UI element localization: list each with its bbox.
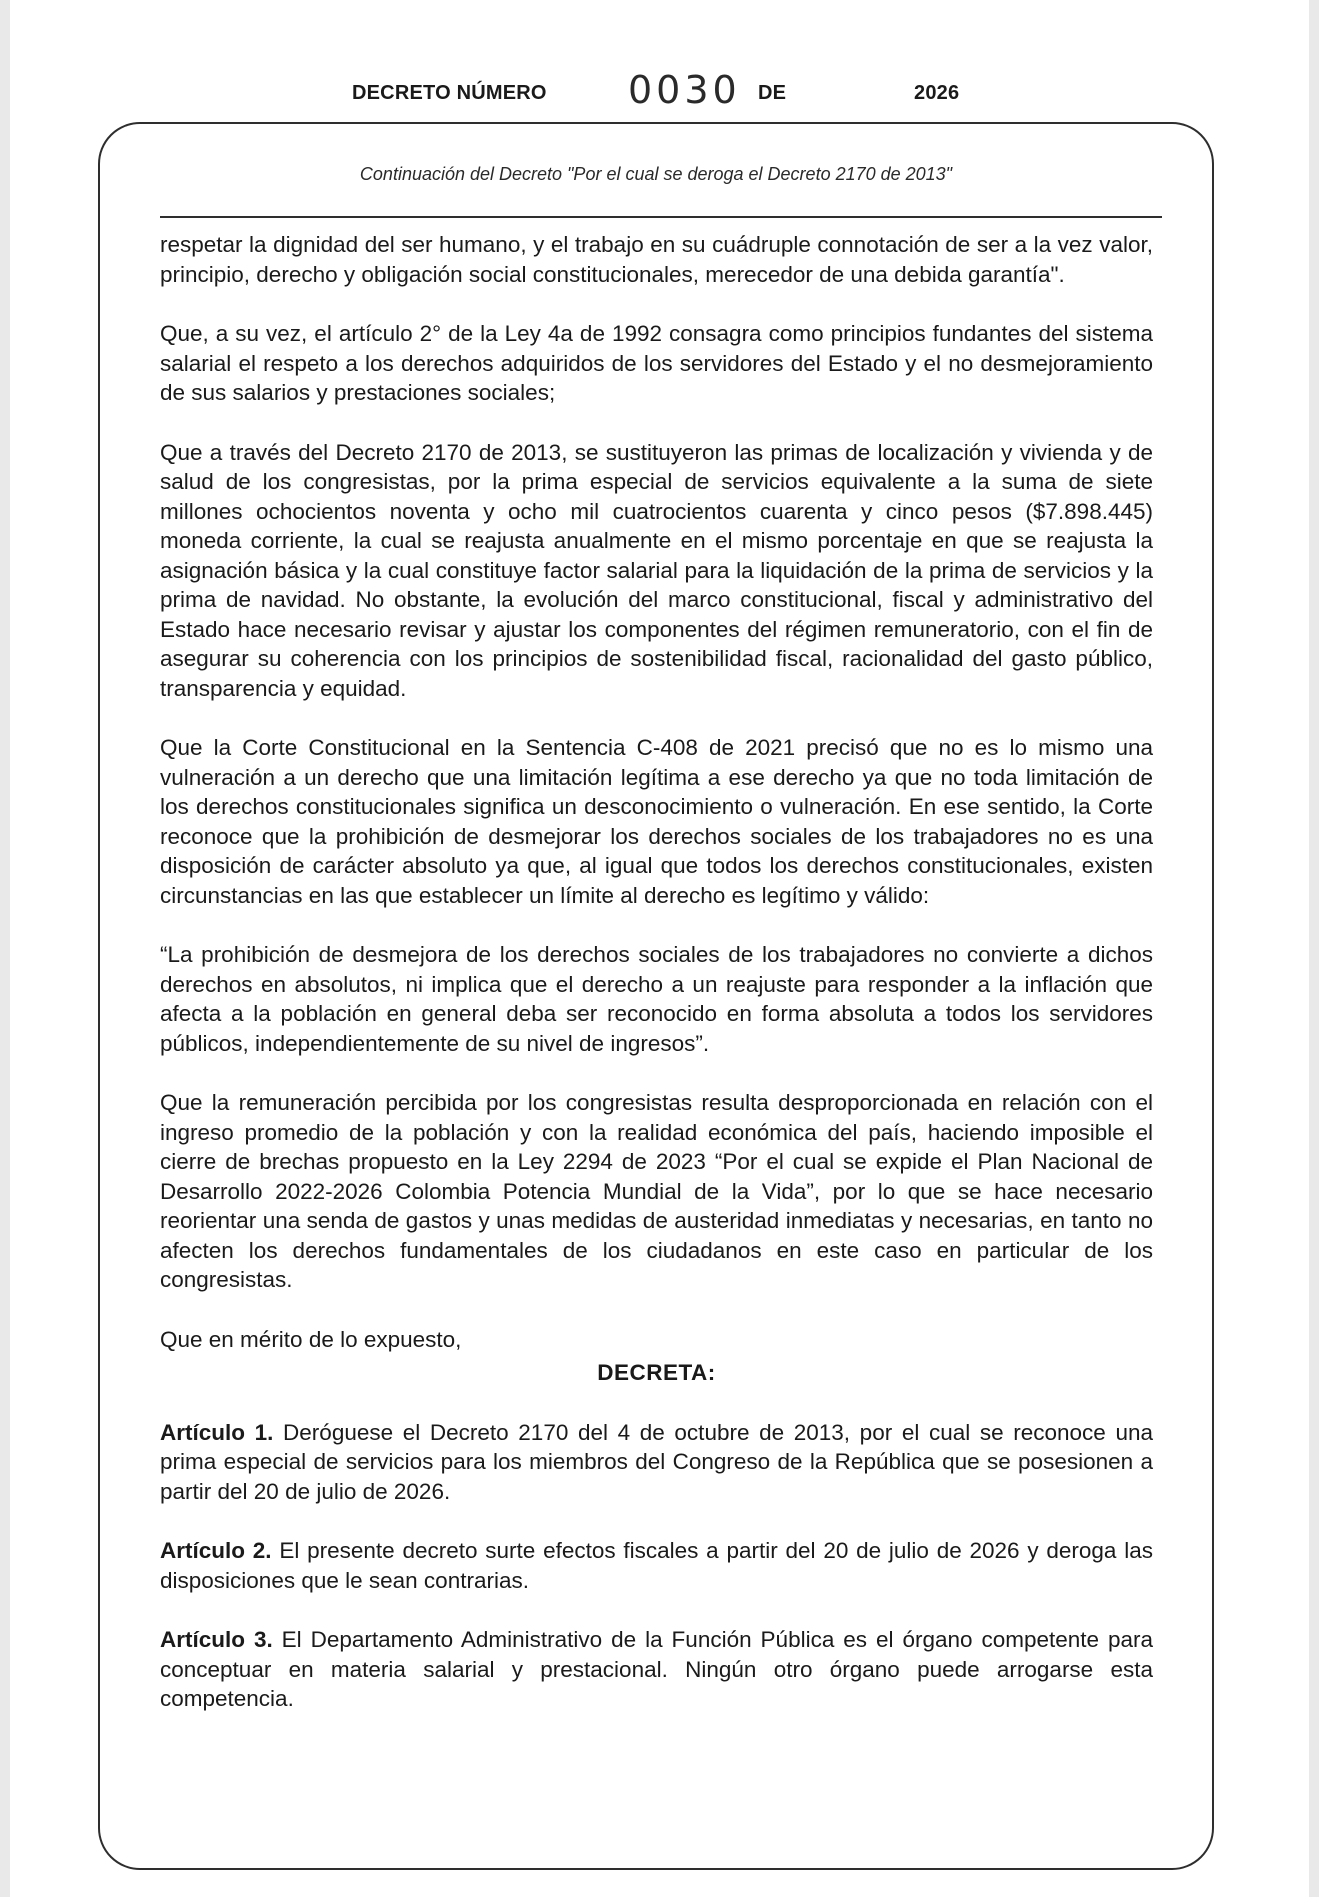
decree-header bbox=[0, 68, 1319, 118]
decree-de-label: DE bbox=[758, 82, 787, 104]
decree-number-label: DECRETO NÚMERO bbox=[352, 82, 547, 104]
article-2 bbox=[160, 1536, 1153, 1595]
decree-number: 0030 bbox=[628, 68, 741, 112]
decree-year: 2026 bbox=[914, 82, 960, 104]
paragraph-2: Que, a su vez, el artículo 2° de la Ley 4a de 1992 consagra como principios fundantes del sistema salarial el respeto a los derechos adquiridos de los servidores del Estado y el no desmejoramiento de sus salarios y prestaciones sociales; bbox=[160, 321, 1153, 405]
closing-line: Que en mérito de lo expuesto, bbox=[160, 1326, 462, 1352]
article-1 bbox=[160, 1418, 1153, 1507]
decreta-heading: DECRETA: bbox=[597, 1360, 716, 1385]
paragraph-quote: “La prohibición de desmejora de los derechos sociales de los trabajadores no convierte a dichos derechos en absolutos, ni implica que el derecho a un reajuste para responder a la inflación que afecta a la población en general deba ser reconocido en forma absoluta a todos los servidores públicos, independientemente de su nivel de ingresos”. bbox=[160, 942, 1153, 1056]
article-1-text: Deróguese el Decreto 2170 del 4 de octubre de 2013, por el cual se reconoce una prima especial de servicios para los miembros del Congreso de la República que se posesionen a partir del 20 de julio de 2026. bbox=[160, 1419, 1153, 1504]
continuation-subtitle: Continuación del Decreto "Por el cual se deroga el Decreto 2170 de 2013" bbox=[359, 164, 953, 184]
article-3 bbox=[160, 1625, 1153, 1714]
article-1-title: Artículo 1. bbox=[160, 1419, 274, 1445]
subtitle-divider bbox=[160, 216, 1162, 218]
paragraph-4: Que la Corte Constitucional en la Sentencia C-408 de 2021 precisó que no es lo mismo una vulneración a un derecho que una limitación legítima a ese derecho ya que no toda limitación de los derechos constitucionales significa un desconocimiento o vulneración. En ese sentido, la Corte reconoce que la prohibición de desmejorar los derechos sociales de los trabajadores no es una disposición de carácter absoluto ya que, al igual que todos los derechos constitucionales, existen circunstancias en las que establecer un límite al derecho es legítimo y válido: bbox=[160, 735, 1153, 908]
paragraph-6: Que la remuneración percibida por los congresistas resulta desproporcionada en relación con el ingreso promedio de la población y con la realidad económica del país, haciendo imposible el cierre de brechas propuesto en la Ley 2294 de 2023 “Por el cual se expide el Plan Nacional de Desarrollo 2022-2026 Colombia Potencia Mundial de la Vida”, por lo que se hace necesario reorientar una senda de gastos y unas medidas de austeridad inmediatas y necesarias, en tanto no afecten los derechos fundamentales de los ciudadanos en este caso en particular de los congresistas. bbox=[160, 1090, 1153, 1292]
article-3-text: El Departamento Administrativo de la Función Pública es el órgano competente para conceptuar en materia salarial y prestacional. Ningún otro órgano puede arrogarse esta competencia. bbox=[160, 1627, 1153, 1711]
article-2-title: Artículo 2. bbox=[160, 1538, 272, 1563]
paragraph-1: respetar la dignidad del ser humano, y el trabajo en su cuádruple connotación de ser a la vez valor, principio, derecho y obligación social constitucionales, merecedor de una debida garantía". bbox=[160, 232, 1153, 287]
article-2-text: El presente decreto surte efectos fiscales a partir del 20 de julio de 2026 y deroga las disposiciones que le sean contrarias. bbox=[160, 1538, 1153, 1593]
paragraph-3: Que a través del Decreto 2170 de 2013, se sustituyeron las primas de localización y vivienda y de salud de los congresistas, por la prima especial de servicios equivalente a la suma de siete millones ochocientos noventa y ocho mil cuatrocientos cuarenta y cinco pesos ($7.898.445) moneda corriente, la cual se reajusta anualmente en el mismo porcentaje en que se reajusta la asignación básica y la cual constituye factor salarial para la liquidación de la prima de servicios y la prima de navidad. No obstante, la evolución del marco constitucional, fiscal y administrativo del Estado hace necesario revisar y ajustar los componentes del régimen remuneratorio, con el fin de asegurar su coherencia con los principios de sostenibilidad fiscal, racionalidad del gasto público, transparencia y equidad. bbox=[160, 439, 1153, 701]
decree-body bbox=[160, 230, 1153, 1744]
article-3-title: Artículo 3. bbox=[160, 1627, 273, 1652]
